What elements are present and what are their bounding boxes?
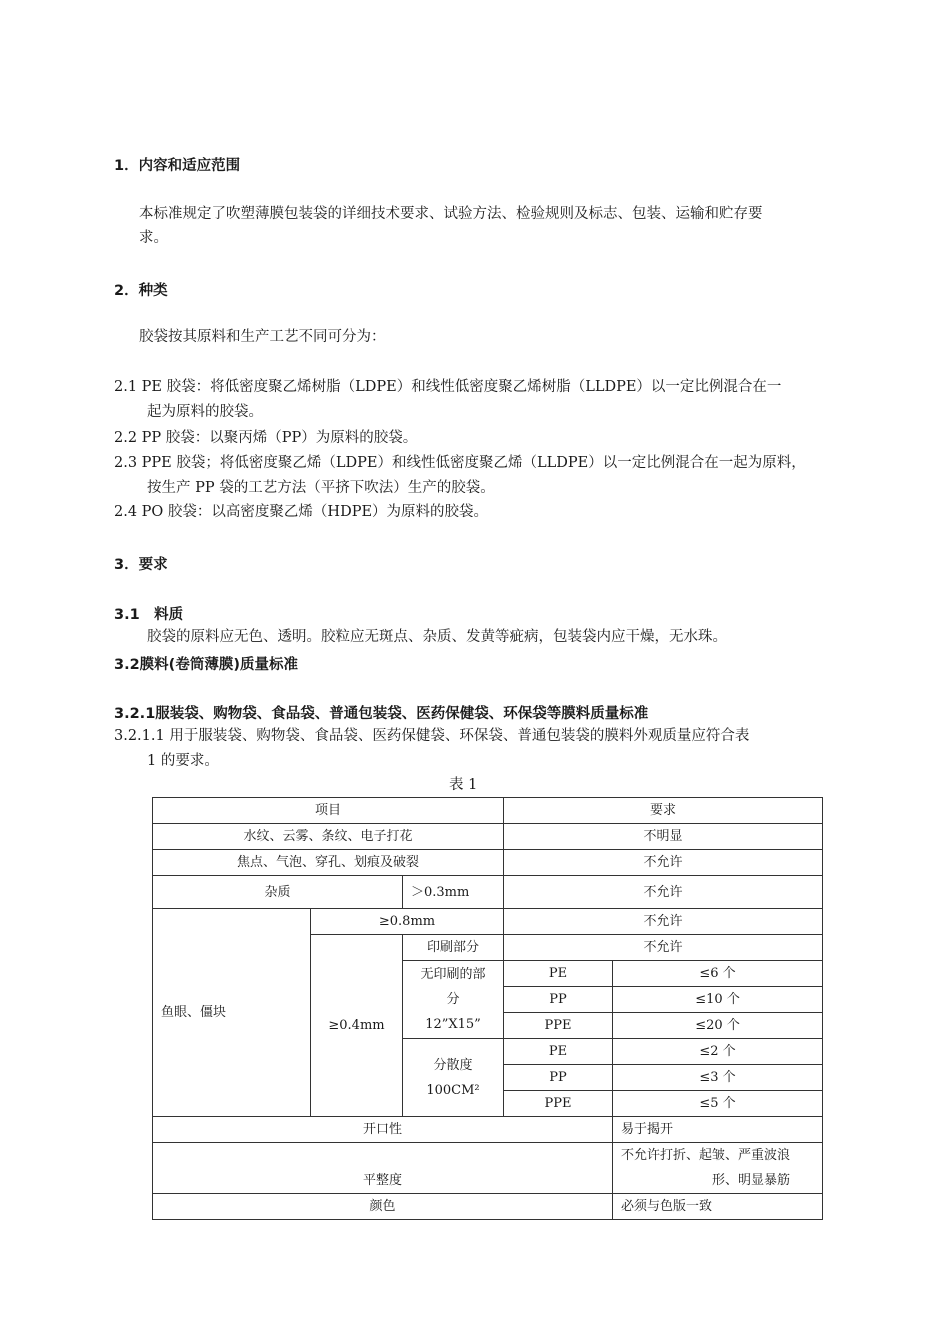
section-2-intro: 胶袋按其原料和生产工艺不同可分为： (139, 329, 386, 345)
flatness-requirement (613, 1143, 823, 1194)
section-1-title: 1．内容和适应范围 (114, 158, 241, 174)
material-ppe: PPE (504, 1091, 613, 1117)
unprinted-part-line1: 无印刷的部 (420, 967, 486, 982)
size-ge-0-8: ≥0.8mm (311, 909, 504, 935)
material-pe: PE (504, 1039, 613, 1065)
item-2-3-line1: 2.3 PPE 胶袋；将低密度聚乙烯（LDPE）和线性低密度聚乙烯（LLDPE）以一定比例混合在一起为原料， (114, 455, 806, 471)
limit-value: ≤20 个 (613, 1013, 823, 1039)
item-2-1-line2: 起为原料的胶袋。 (147, 404, 263, 420)
section-3-1-heading: 3.1 料质 (114, 607, 184, 623)
material-pp: PP (504, 987, 613, 1013)
limit-value: ≤6 个 (613, 961, 823, 987)
color-label: 颜色 (153, 1194, 613, 1220)
color-requirement: 必须与色版一致 (613, 1194, 823, 1220)
openability-label: 开口性 (153, 1117, 613, 1143)
row-requirement: 不明显 (504, 824, 823, 850)
section-3-1-text: 胶袋的原料应无色、透明。胶粒应无斑点、杂质、发黄等疵病，包装袋内应干燥，无水珠。 (147, 629, 727, 645)
openability-requirement: 易于揭开 (613, 1117, 823, 1143)
section-1-text-line2: 求。 (139, 230, 168, 246)
limit-value: ≤10 个 (613, 987, 823, 1013)
item-2-4: 2.4 PO 胶袋：以高密度聚乙烯（HDPE）为原料的胶袋。 (114, 504, 489, 520)
limit-value: ≤5 个 (613, 1091, 823, 1117)
unprinted-part-line2: 分 (446, 992, 460, 1007)
row-item: 杂质 (153, 876, 403, 909)
dispersion (403, 1039, 504, 1117)
unprinted-part-line3: 12”X15” (425, 1017, 481, 1032)
table-row (153, 876, 823, 909)
item-2-2: 2.2 PP 胶袋：以聚丙烯（PP）为原料的胶袋。 (114, 430, 418, 446)
row-item: 焦点、气泡、穿孔、划痕及破裂 (153, 850, 504, 876)
row-requirement: 不允许 (504, 850, 823, 876)
printed-part: 印刷部分 (403, 935, 504, 961)
row-requirement: 不允许 (504, 876, 823, 909)
item-2-3-line2: 按生产 PP 袋的工艺方法（平挤下吹法）生产的胶袋。 (147, 480, 495, 496)
limit-value: ≤2 个 (613, 1039, 823, 1065)
fish-eye-label: 鱼眼、僵块 (153, 909, 311, 1117)
quality-table (152, 797, 823, 1220)
section-3-title: 3．要求 (114, 557, 168, 573)
table-header-row (153, 798, 823, 824)
table-row (153, 824, 823, 850)
section-1-text-line1: 本标准规定了吹塑薄膜包装袋的详细技术要求、试验方法、检验规则及标志、包装、运输和贮存要 (139, 206, 763, 222)
dispersion-line2: 100CM² (426, 1082, 480, 1098)
table-row (153, 1117, 823, 1143)
item-2-1-line1: 2.1 PE 胶袋：将低密度聚乙烯树脂（LDPE）和线性低密度聚乙烯树脂（LLDPE）以一定比例混合在一 (114, 379, 782, 395)
material-pe: PE (504, 961, 613, 987)
printed-part-requirement: 不允许 (504, 935, 823, 961)
section-3-2-1-heading: 3.2.1服装袋、购物袋、食品袋、普通包装袋、医药保健袋、环保袋等膜料质量标准 (114, 706, 649, 722)
header-item: 项目 (153, 798, 504, 824)
dispersion-line1: 分散度 (433, 1057, 473, 1073)
flatness-requirement-line1: 不允许打折、起皱、严重波浪 (621, 1148, 791, 1163)
section-3-2-heading: 3.2膜料(卷筒薄膜)质量标准 (114, 657, 298, 673)
table-row (153, 909, 823, 935)
section-3-2-1-1-line1: 3.2.1.1 用于服装袋、购物袋、食品袋、医药保健袋、环保袋、普通包装袋的膜料外观质量应符合表 (114, 728, 750, 744)
row-size: ＞0.3mm (403, 876, 504, 909)
material-pp: PP (504, 1065, 613, 1091)
limit-value: ≤3 个 (613, 1065, 823, 1091)
unprinted-part (403, 961, 504, 1039)
header-requirement: 要求 (504, 798, 823, 824)
flatness-requirement-line2: 形、明显暴筋 (712, 1173, 791, 1188)
table-row (153, 850, 823, 876)
size-ge-0-4: ≥0.4mm (311, 935, 403, 1117)
section-2-title: 2．种类 (114, 283, 168, 299)
flatness-label: 平整度 (153, 1143, 613, 1194)
table-row (153, 1143, 823, 1194)
material-ppe: PPE (504, 1013, 613, 1039)
row-item: 水纹、云雾、条纹、电子打花 (153, 824, 504, 850)
table-caption: 表 1 (449, 777, 478, 793)
table-row (153, 1194, 823, 1220)
size-ge-0-8-requirement: 不允许 (504, 909, 823, 935)
section-3-2-1-1-line2: 1 的要求。 (147, 753, 219, 769)
